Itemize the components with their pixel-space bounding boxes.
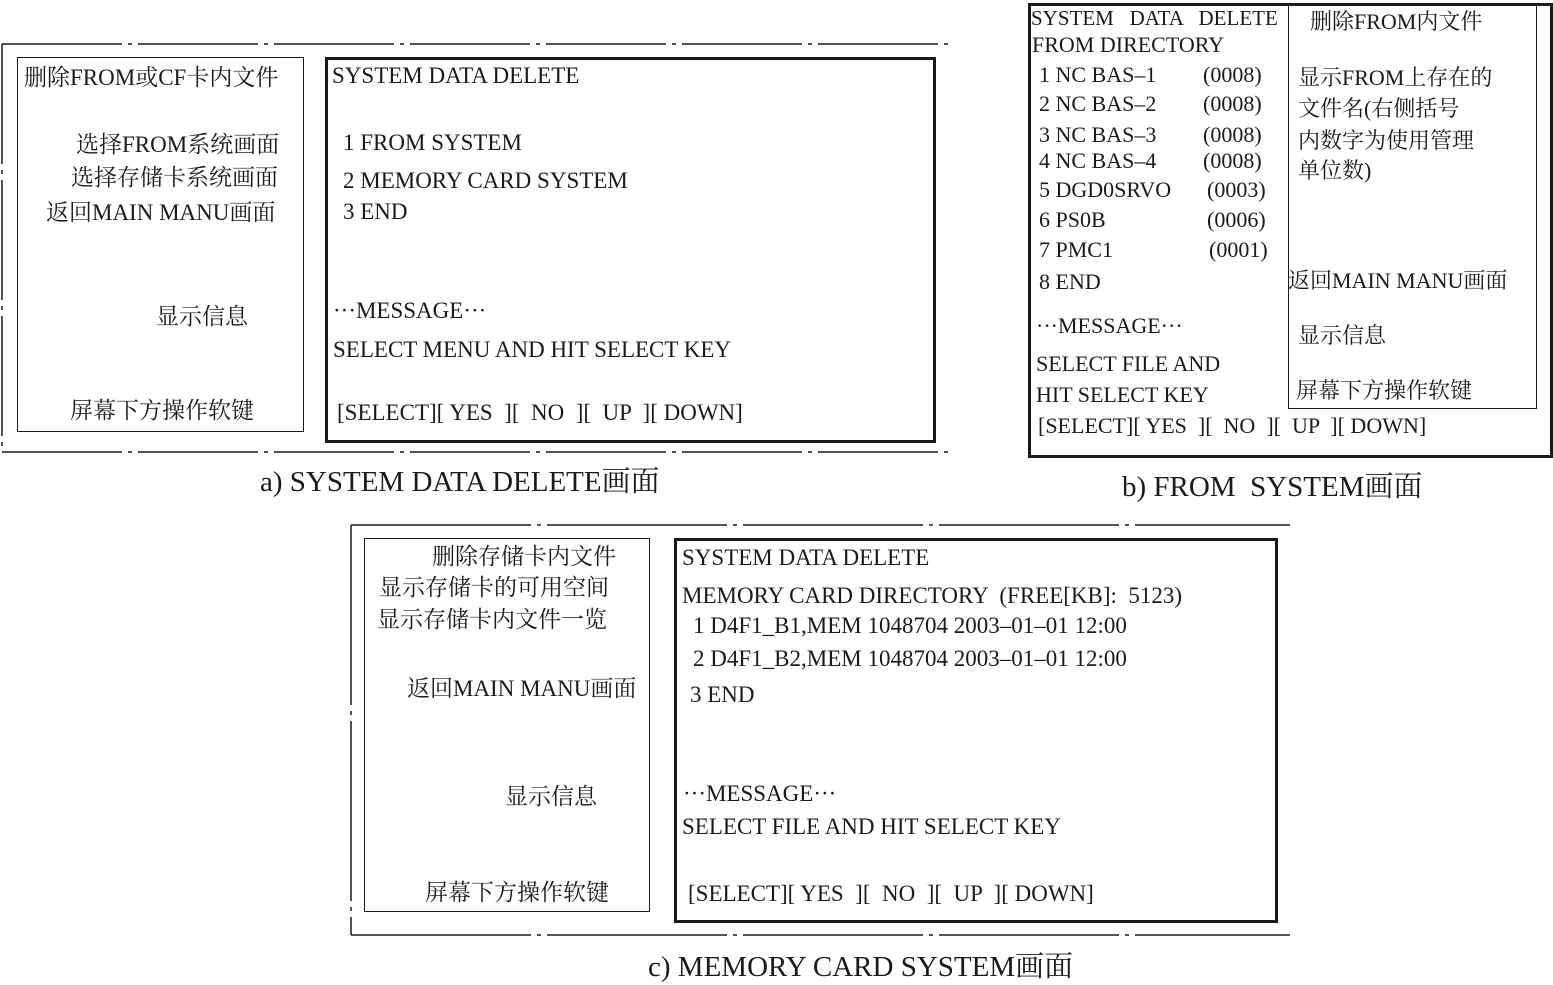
panel-b-softkeys[interactable]: [SELECT][ YES ][ NO ][ UP ][ DOWN] [1038,413,1427,438]
panel-c-note-delete: 删除存储卡内文件 [432,544,616,569]
panel-b-file-3-name[interactable]: 3 NC BAS–3 [1039,122,1157,147]
panel-c-screen-title: SYSTEM DATA DELETE [682,545,930,570]
panel-a-menu-item-3[interactable]: 3 END [343,199,408,224]
panel-b-file-1-count: (0008) [1203,62,1262,87]
panel-b-note-softkeys: 屏幕下方操作软键 [1296,378,1473,403]
panel-b-screen-title: SYSTEM DATA DELETE [1031,6,1278,30]
panel-b-file-5-count: (0003) [1207,177,1266,202]
panel-c-note-return: 返回MAIN MANU画面 [407,676,637,701]
panel-c-note-list: 显示存储卡内文件一览 [377,607,607,632]
panel-a-note-message: 显示信息 [156,304,248,329]
panel-c-message-header: ···MESSAGE··· [683,781,837,806]
panel-b-note-delete: 删除FROM内文件 [1310,9,1483,34]
panel-b-file-7-name[interactable]: 7 PMC1 [1039,237,1113,262]
panel-b-note-file-4: 单位数) [1298,158,1372,183]
panel-a-softkeys[interactable]: [SELECT][ YES ][ NO ][ UP ][ DOWN] [337,400,743,425]
panel-a-caption: a) SYSTEM DATA DELETE画面 [260,466,660,498]
panel-b-file-3-count: (0008) [1203,122,1262,147]
panel-c-end-item[interactable]: 3 END [690,682,755,707]
panel-b-note-message: 显示信息 [1298,323,1387,348]
panel-a-message-header: ···MESSAGE··· [333,298,487,323]
panel-b-file-7-count: (0001) [1209,237,1268,262]
panel-a-note-select-from: 选择FROM系统画面 [76,132,280,157]
panel-b-file-4-count: (0008) [1203,148,1262,173]
panel-b-note-file-2: 文件名(右侧括号 [1298,96,1460,121]
panel-c-file-1[interactable]: 1 D4F1_B1,MEM 1048704 2003–01–01 12:00 [693,613,1127,638]
panel-b-file-2-name[interactable]: 2 NC BAS–2 [1039,91,1157,116]
panel-b-caption: b) FROM SYSTEM画面 [1122,471,1423,503]
panel-b-message-line1: SELECT FILE AND [1036,351,1221,376]
panel-b-note-file-3: 内数字为使用管理 [1298,128,1475,153]
panel-b-file-6-count: (0006) [1207,207,1266,232]
panel-c-note-free: 显示存储卡的可用空间 [379,575,609,600]
panel-b-file-2-count: (0008) [1203,91,1262,116]
panel-b-directory: FROM DIRECTORY [1032,32,1225,57]
panel-c-message: SELECT FILE AND HIT SELECT KEY [682,814,1061,839]
panel-b-note-file-1: 显示FROM上存在的 [1298,65,1493,90]
panel-a-screen [325,57,936,443]
panel-a-note-return: 返回MAIN MANU画面 [46,200,276,225]
panel-b-message-line2: HIT SELECT KEY [1036,382,1209,407]
panel-b-file-6-name[interactable]: 6 PS0B [1039,207,1106,232]
panel-c-note-message: 显示信息 [505,784,597,809]
panel-c-softkeys[interactable]: [SELECT][ YES ][ NO ][ UP ][ DOWN] [688,881,1094,906]
panel-a-screen-title: SYSTEM DATA DELETE [332,63,580,88]
panel-c-directory: MEMORY CARD DIRECTORY (FREE[KB]: 5123) [682,583,1183,608]
panel-b-file-5-name[interactable]: 5 DGD0SRVO [1039,177,1172,202]
panel-c-file-2[interactable]: 2 D4F1_B2,MEM 1048704 2003–01–01 12:00 [693,646,1127,671]
panel-a-note-softkeys: 屏幕下方操作软键 [70,398,254,423]
panel-b-note-return: 返回MAIN MANU画面 [1288,268,1508,293]
panel-a-menu-item-1[interactable]: 1 FROM SYSTEM [343,130,522,155]
panel-a-annotation-box [17,57,304,432]
panel-a-note-select-card: 选择存储卡系统画面 [71,165,278,190]
panel-a-menu-item-2[interactable]: 2 MEMORY CARD SYSTEM [343,168,628,193]
panel-a-note-delete: 删除FROM或CF卡内文件 [24,65,279,90]
panel-c-caption: c) MEMORY CARD SYSTEM画面 [648,951,1074,983]
panel-b-file-4-name[interactable]: 4 NC BAS–4 [1039,148,1157,173]
panel-c-note-softkeys: 屏幕下方操作软键 [425,880,609,905]
panel-a-message: SELECT MENU AND HIT SELECT KEY [333,337,732,362]
panel-b-file-1-name[interactable]: 1 NC BAS–1 [1039,62,1157,87]
panel-b-message-header: ···MESSAGE··· [1036,313,1183,338]
panel-b-end-item[interactable]: 8 END [1039,269,1101,294]
